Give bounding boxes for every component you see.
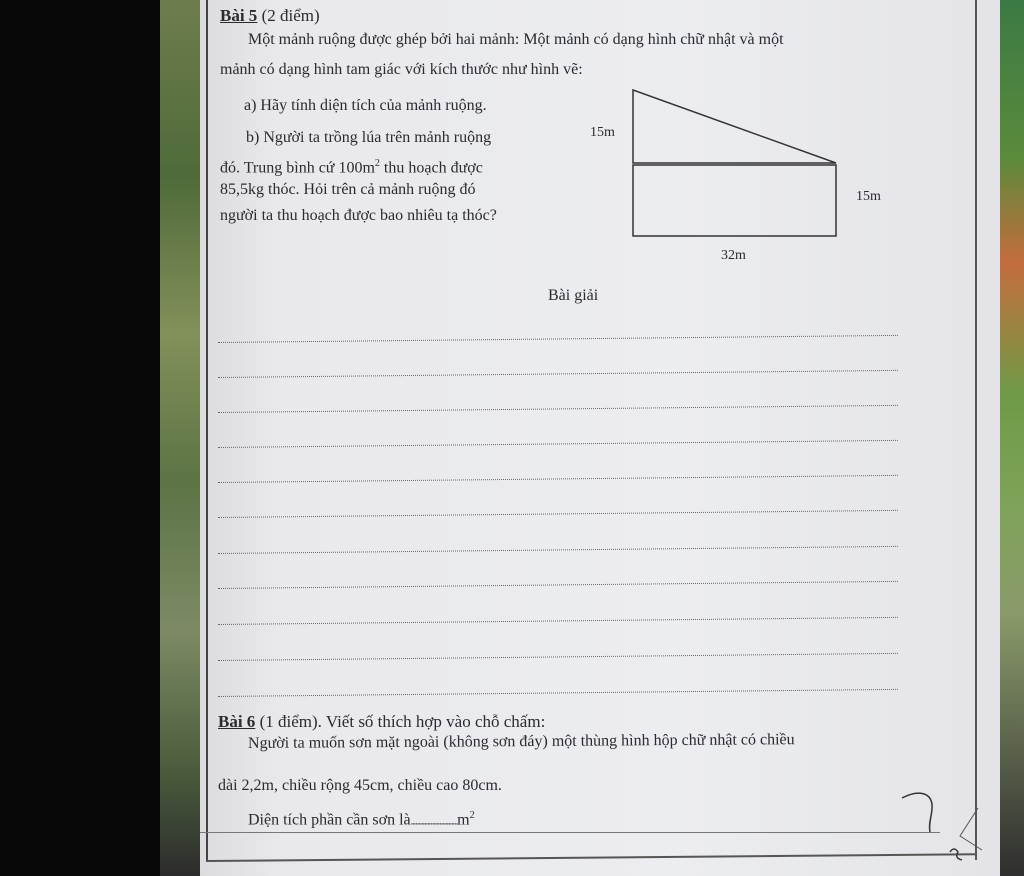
bai6-header bbox=[218, 712, 545, 732]
bai5-part-b-line2-pre: đó. Trung bình cứ 100m bbox=[220, 159, 375, 177]
bai5-part-b-line2-post: thu hoạch được bbox=[379, 159, 483, 177]
bai6-points: (1 điểm). Viết số thích hợp vào chỗ chấm: bbox=[255, 712, 546, 731]
field-diagram bbox=[580, 85, 890, 270]
bai5-part-b-line4: người ta thu hoạch được bao nhiêu tạ thóc? bbox=[220, 207, 497, 224]
background-tablecloth-left bbox=[160, 0, 202, 876]
bai5-part-a: a) Hãy tính diện tích của mảnh ruộng. bbox=[244, 97, 487, 114]
bai6-line2: dài 2,2m, chiều rộng 45cm, chiều cao 80cm. bbox=[218, 777, 502, 794]
bai5-part-b-line3: 85,5kg thóc. Hỏi trên cả mảnh ruộng đó bbox=[220, 181, 476, 198]
bai6-bottom-rule bbox=[200, 832, 940, 833]
bai6-line1: Người ta muốn sơn mặt ngoài (không sơn đáy) một thùng hình hộp chữ nhật có chiều bbox=[247, 731, 795, 752]
paper-frame-left bbox=[206, 0, 208, 860]
handwritten-mark-icon bbox=[900, 790, 990, 870]
rect-width-label: 32m bbox=[721, 248, 746, 263]
triangle-height-label: 15m bbox=[590, 125, 615, 140]
bai5-points: (2 điểm) bbox=[257, 6, 320, 25]
bai5-part-b-line2 bbox=[220, 154, 483, 178]
bai6-line3 bbox=[248, 806, 475, 832]
answer-blank[interactable]: ............................... bbox=[410, 816, 458, 828]
bai5-intro-line1: Một mảnh ruộng được ghép bởi hai mảnh: Một mảnh có dạng hình chữ nhật và một bbox=[248, 31, 784, 48]
bai5-part-b-line1: b) Người ta trồng lúa trên mảnh ruộng bbox=[246, 129, 492, 146]
bai5-part-b-line2-sup: 2 bbox=[374, 158, 380, 169]
solution-heading: Bài giải bbox=[548, 287, 599, 304]
bai6-line3-pre: Diện tích phần cần sơn là bbox=[248, 811, 411, 829]
bai6-title: Bài 6 bbox=[218, 712, 256, 731]
rect-height-label: 15m bbox=[856, 189, 881, 204]
background-left bbox=[0, 0, 160, 876]
bai5-intro-line2: mảnh có dạng hình tam giác với kích thước như hình vẽ: bbox=[220, 61, 583, 78]
paper-frame-right bbox=[975, 0, 977, 860]
bai5-title: Bài 5 bbox=[220, 6, 258, 25]
bai6-unit: m bbox=[457, 811, 470, 829]
bai6-unit-sup: 2 bbox=[469, 810, 475, 821]
triangle-piece bbox=[633, 90, 836, 163]
bai5-header bbox=[220, 6, 320, 26]
rectangle-piece bbox=[633, 165, 836, 236]
